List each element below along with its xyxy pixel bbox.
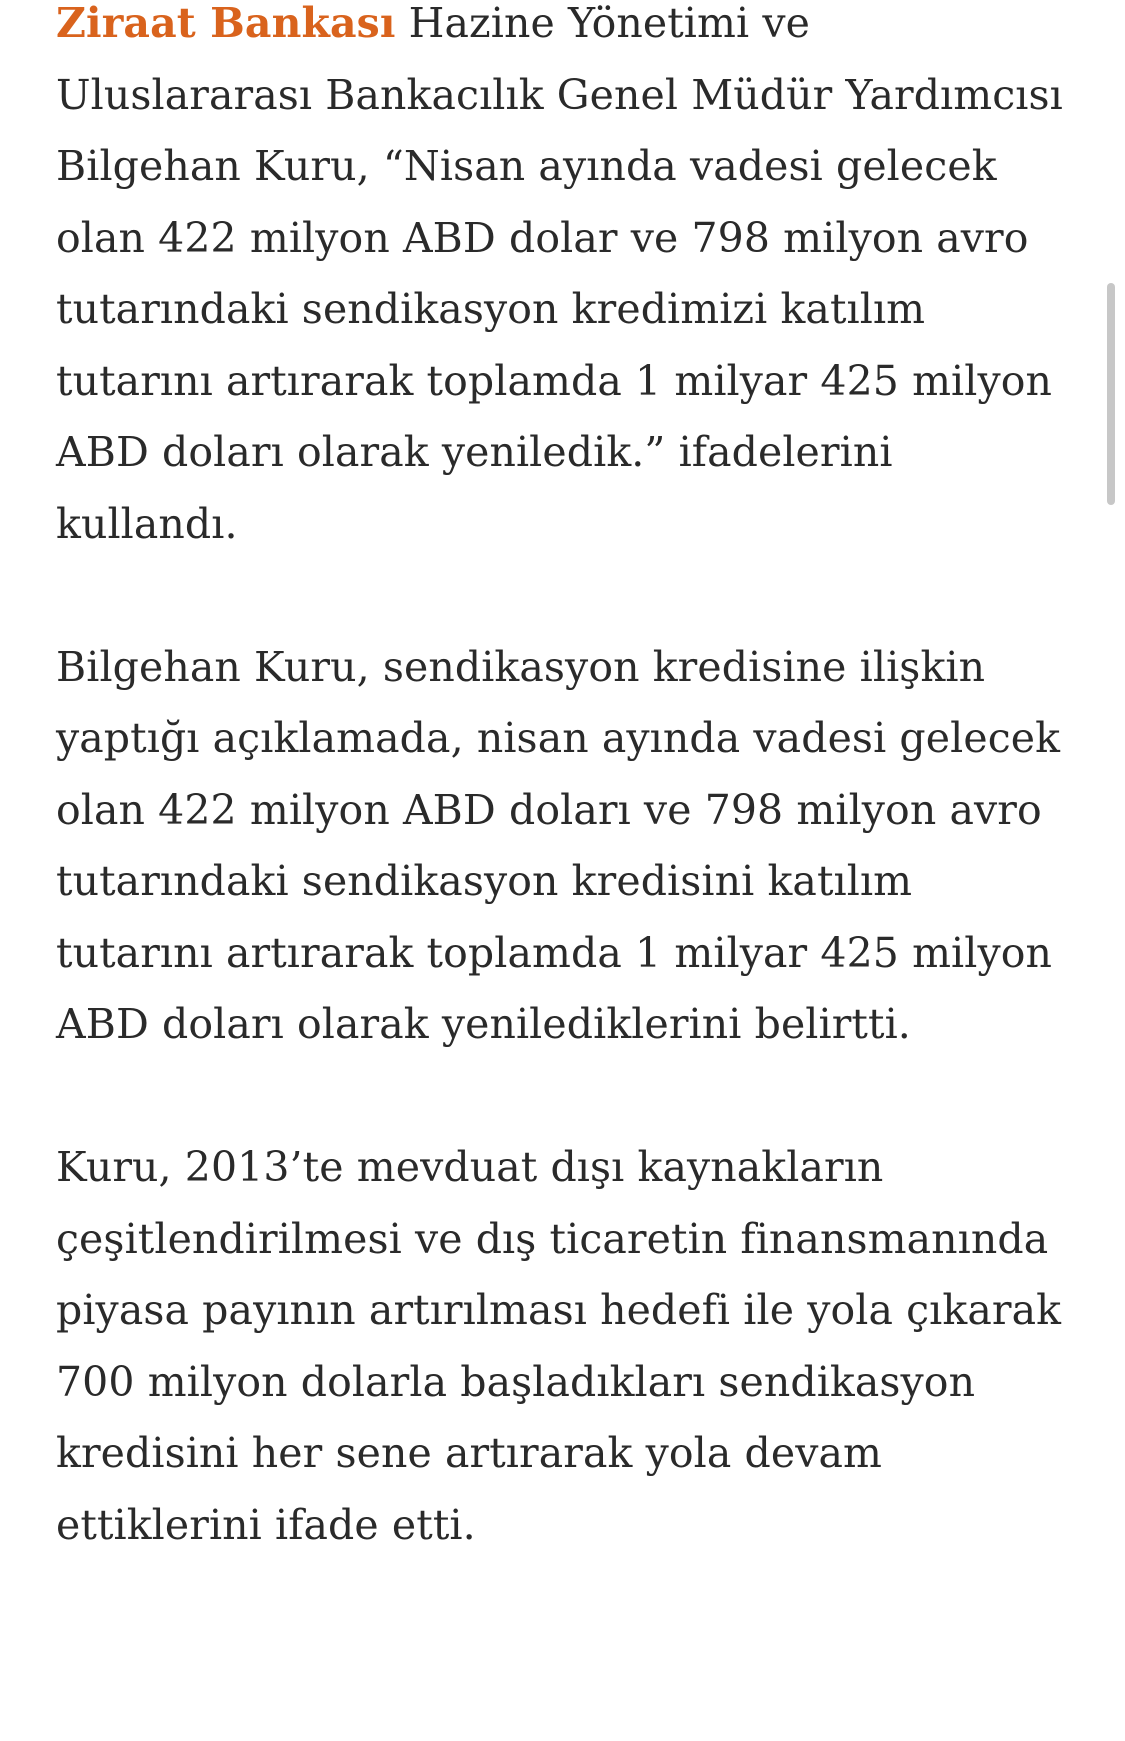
ziraat-bankasi-link[interactable]: Ziraat Bankası: [56, 0, 396, 47]
paragraph-1: [56, 0, 1066, 560]
paragraph-3: Kuru, 2013’te mevduat dışı kaynakların çeşitlendirilmesi ve dış ticaretin finansmanında piyasa payının artırılması hedefi ile yola çıkarak 700 milyon dolarla başladıkları sendikasyon kredisini her sene artırarak yola devam ettiklerini ifade etti.: [56, 1143, 1062, 1549]
paragraph-1-text: Hazine Yönetimi ve Uluslararası Bankacılık Genel Müdür Yardımcısı Bilgehan Kuru, “Nisan ayında vadesi gelecek olan 422 milyon ABD dolar ve 798 milyon avro tutarındaki sendikasyon kredimizi katılım tutarını artırarak toplamda 1 milyar 425 milyon ABD doları olarak yeniledik.” ifadelerini kullandı.: [56, 0, 1063, 548]
article-body: [56, 0, 1066, 1633]
scrollbar-thumb[interactable]: [1107, 283, 1115, 505]
paragraph-2: Bilgehan Kuru, sendikasyon kredisine ilişkin yaptığı açıklamada, nisan ayında vadesi gelecek olan 422 milyon ABD doları ve 798 milyon avro tutarındaki sendikasyon kredisini katılım tutarını artırarak toplamda 1 milyar 425 milyon ABD doları olarak yenilediklerini belirtti.: [56, 642, 1061, 1048]
